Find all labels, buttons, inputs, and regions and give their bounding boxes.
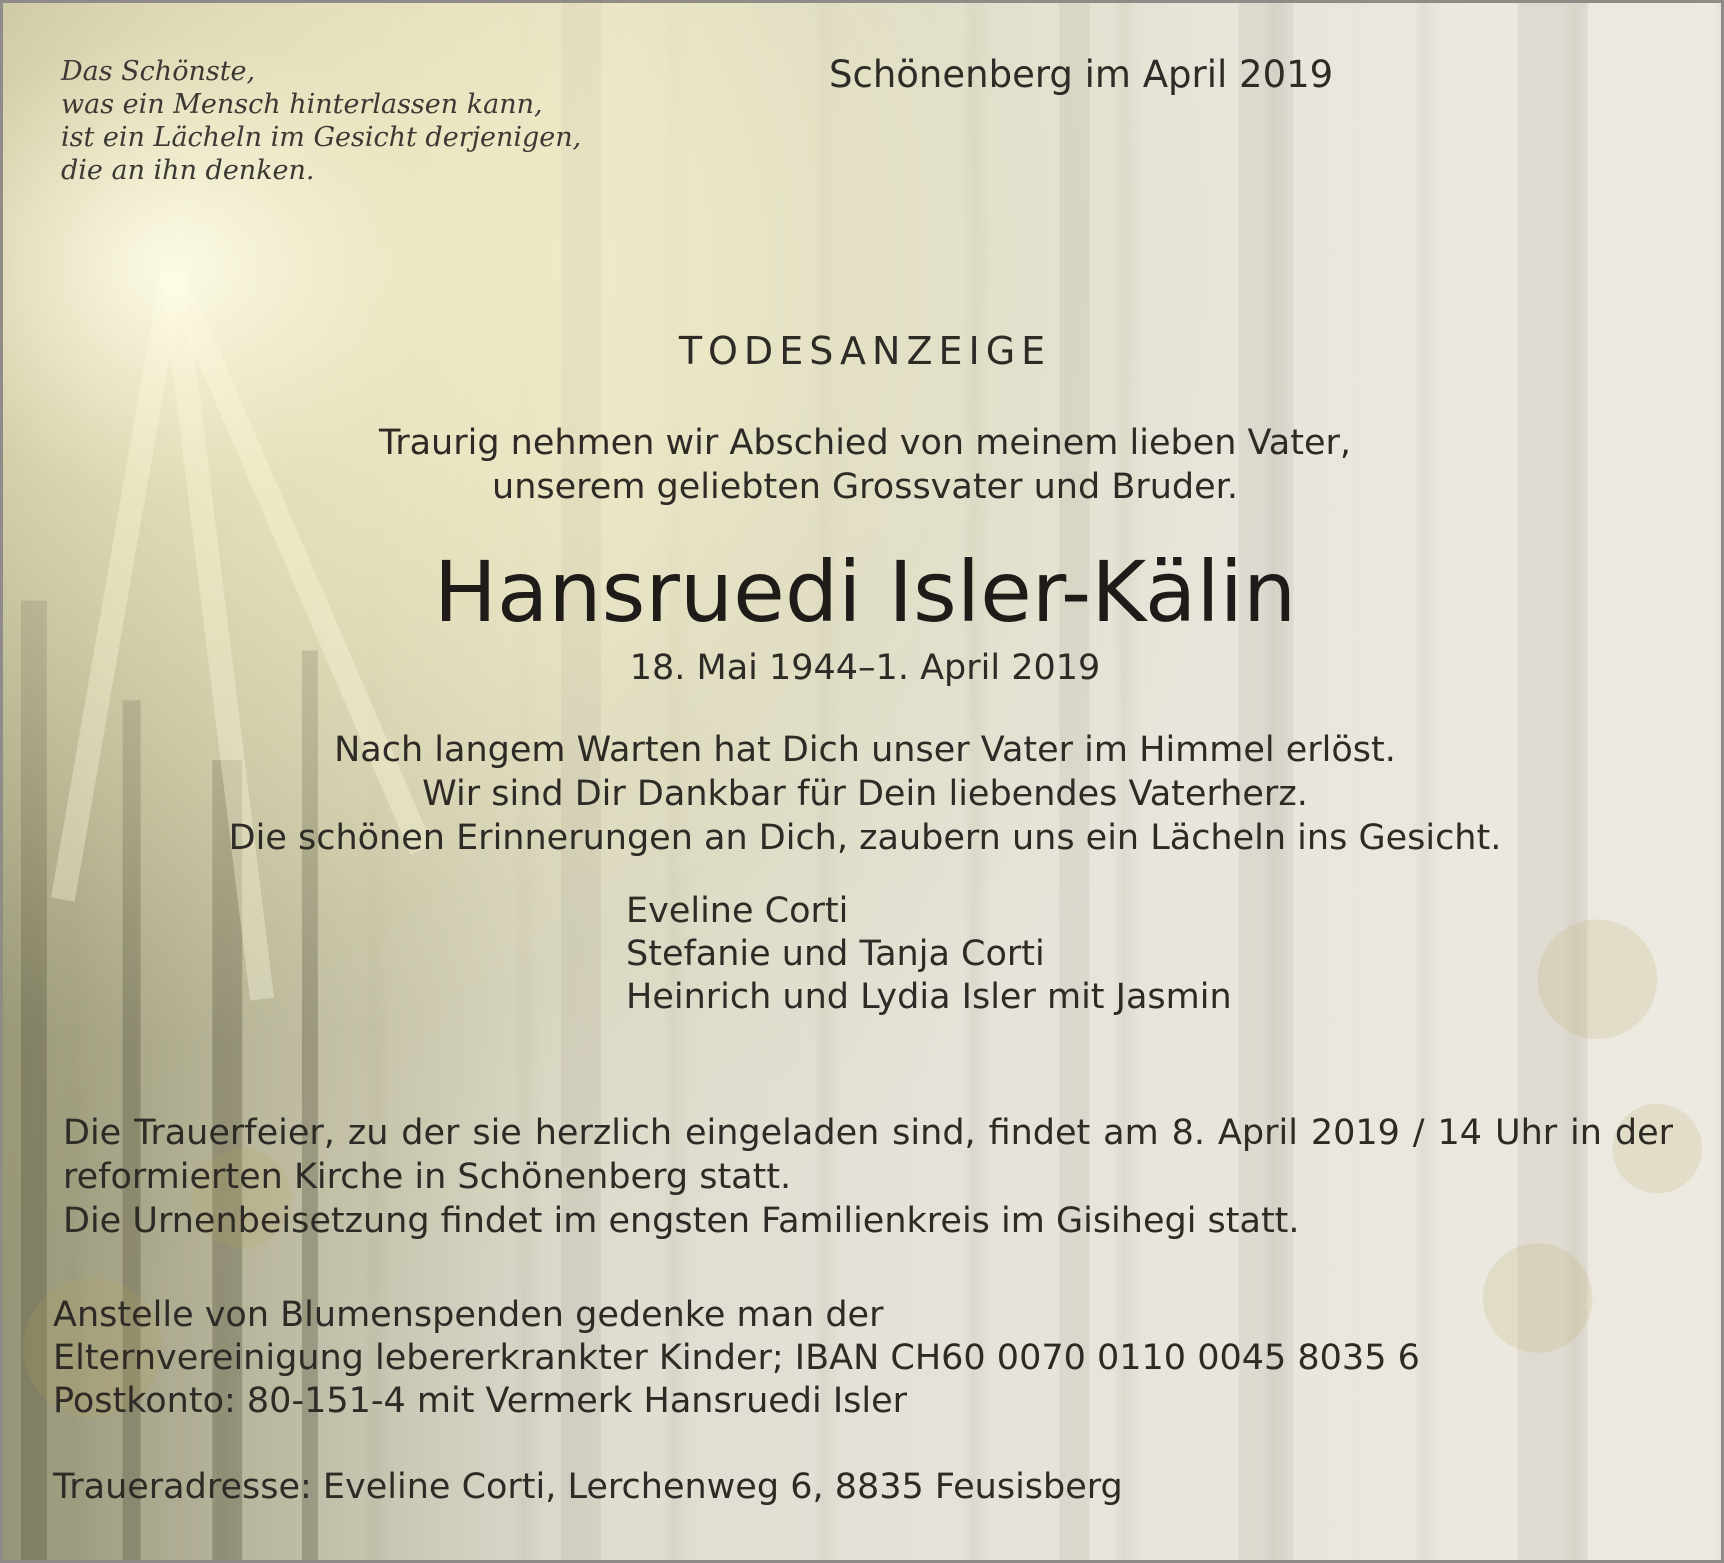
deceased-name: Hansruedi Isler-Kälin xyxy=(433,543,1297,641)
life-dates: 18. Mai 1944–1. April 2019 xyxy=(629,648,1101,688)
farewell-message: Nach langem Warten hat Dich unser Vater im Himmel erlöst. Wir sind Dir Dankbar für Dein liebendes Vaterherz. Die schönen Erinnerungen an Dich, zaubern uns ein Lächeln ins Gesicht. xyxy=(228,730,1502,858)
notice-heading: TODESANZEIGE xyxy=(678,329,1052,373)
intro-text: Traurig nehmen wir Abschied von meinem lieben Vater, unserem geliebten Grossvater und Bruder. xyxy=(378,423,1352,507)
ceremony-info: Die Trauerfeier, zu der sie herzlich eingeladen sind, findet am 8. April 2019 / 14 Uhr in der reformierten Kirche in Schönenberg statt. Die Urnenbeisetzung findet im engsten Familienkreis im Gisihegi statt. xyxy=(63,1113,1673,1241)
place-date-line: Schönenberg im April 2019 xyxy=(829,53,1334,96)
memorial-quote: Das Schönste, was ein Mensch hinterlassen kann, ist ein Lächeln im Gesicht derjenigen, die an ihn denken. xyxy=(61,56,582,186)
mourning-address: Traueradresse: Eveline Corti, Lerchenweg 6, 8835 Feusisberg xyxy=(53,1467,1123,1507)
donation-info: Anstelle von Blumenspenden gedenke man der Elternvereinigung lebererkrankter Kinder; IBAN CH60 0070 0110 0045 8035 6 Postkonto: 80-151-4 mit Vermerk Hansruedi Isler xyxy=(53,1295,1420,1421)
mourners-list xyxy=(626,890,1232,1019)
mourner-name: Stefanie und Tanja Corti xyxy=(626,934,1045,974)
mourner-name: Heinrich und Lydia Isler mit Jasmin xyxy=(626,977,1232,1017)
mourner-name: Eveline Corti xyxy=(626,891,849,931)
